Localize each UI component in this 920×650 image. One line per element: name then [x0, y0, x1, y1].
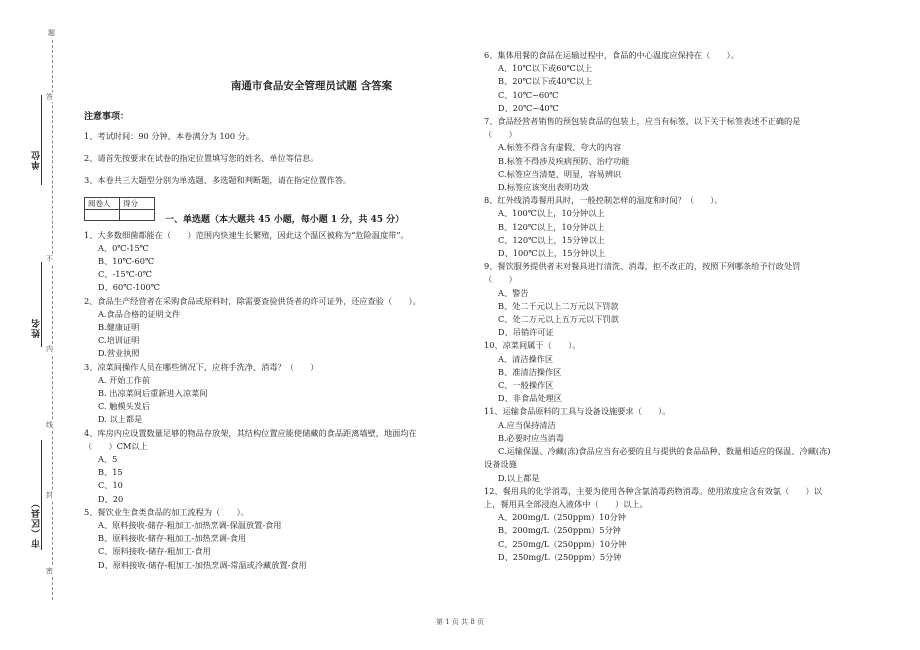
answer-option[interactable]: A.应当保持清洁 [498, 419, 556, 430]
answer-option[interactable]: D、60℃-100℃ [98, 282, 160, 293]
question-stem: 8、红外线消毒餐用具时，一般控制怎样的温度和时间？（ ）。 [484, 195, 723, 206]
question-stem: 3、凉菜间操作人员在哪些情况下，应将手洗净、消毒？（ ） [84, 361, 319, 372]
school-label: 单位 [32, 150, 42, 170]
notice-item: 2、请首先按要求在试卷的指定位置填写您的姓名、单位等信息。 [84, 153, 319, 164]
answer-option[interactable]: D.营业执照 [98, 348, 140, 359]
question-stem: 6、集体用餐的食品在运输过程中，食品的中心温度应保持在（ ）。 [484, 50, 739, 60]
answer-option[interactable]: A、原料接收-储存-粗加工-加热烹调-保温放置-食用 [98, 520, 282, 531]
answer-option[interactable]: A. 开始工作前 [98, 374, 151, 385]
question-stem: 10、凉菜间属于（ ）。 [484, 340, 581, 351]
answer-option[interactable]: D、非食品处理区 [498, 393, 562, 404]
answer-option[interactable]: B、20℃以下或40℃以上 [498, 76, 593, 87]
question-block [84, 295, 479, 361]
answer-option[interactable]: D、100℃以上，15分钟以上 [498, 248, 606, 259]
question-list-left [84, 229, 479, 572]
grader-cell[interactable] [85, 209, 120, 220]
question-block [484, 405, 884, 484]
answer-option[interactable]: B.必要时应当消毒 [498, 432, 564, 443]
answer-option[interactable]: A、5 [98, 454, 118, 465]
answer-option[interactable]: C、一般操作区 [498, 380, 554, 391]
school-underline [41, 95, 42, 185]
section-title: 一、单选题（本大题共 45 小题，每小题 1 分，共 45 分） [165, 214, 405, 225]
section-header [84, 197, 479, 225]
district-label: 市（区县） [32, 498, 42, 548]
answer-option[interactable]: A、清洁操作区 [498, 353, 554, 364]
answer-option[interactable]: B、200mg/L（250ppm）5分钟 [498, 525, 621, 536]
answer-option[interactable]: B、10℃-60℃ [98, 256, 155, 267]
answer-option-continuation: 设备设施 [484, 459, 517, 470]
page-footer: 第 1 页 共 8 页 [435, 618, 485, 626]
margin-mark-feng: 封 [46, 491, 53, 499]
notice-item: 3、本卷共三大题型分别为单选题、多选题和判断题，请在指定位置作答。 [84, 175, 352, 186]
score-header: 得分 [120, 197, 155, 209]
question-stem: 9、餐饮服务提供者未对餐具进行清洗、消毒，拒不改正的，按照下列哪条给予行政处罚 [484, 261, 801, 272]
answer-option[interactable]: C.运输保温、冷藏(冻)食品应当有必要的且与提供的食品品种、数量相适应的保温、冷藏(冻) [498, 446, 831, 457]
answer-option[interactable]: A、0℃-15℃ [98, 242, 149, 253]
notice-item: 1、考试时间：90 分钟，本卷满分为 100 分。 [84, 131, 255, 141]
answer-option[interactable]: A、警告 [498, 287, 529, 298]
answer-option[interactable]: C、120℃以上，15分钟以上 [498, 234, 605, 245]
question-stem: 5、餐饮业生食类食品的加工流程为（ ）。 [84, 506, 249, 517]
margin-mark-ti: 题 [48, 29, 55, 37]
answer-option[interactable]: A、100℃以上，10分钟以上 [498, 208, 605, 219]
answer-option[interactable]: C、-15℃-0℃ [98, 269, 152, 280]
question-stem: 7、食品经营者销售的预包装食品的包装上，应当有标签，以下关于标签表述不正确的是 [484, 116, 801, 127]
left-column [84, 75, 479, 572]
answer-option[interactable]: A.食品合格的证明文件 [98, 308, 181, 319]
answer-option[interactable]: D、20℃~40℃ [498, 102, 559, 113]
answer-option[interactable]: A.标签不得含有虚假、夸大的内容 [498, 142, 622, 153]
answer-option[interactable]: D、原料接收-储存-粗加工-加热烹调-常温或冷藏放置-食用 [98, 559, 307, 570]
answer-option[interactable]: B.标签不得涉及疾病预防、治疗功能 [498, 155, 630, 166]
margin-mark-da: 答 [46, 93, 53, 101]
question-block [484, 260, 884, 339]
question-stem: 12、餐用具的化学消毒，主要为使用各种含氯消毒药物消毒。使用浓度应含有效氯（ ）以 [484, 485, 822, 496]
answer-option[interactable]: A、10℃以下或60℃以上 [498, 63, 593, 74]
answer-option[interactable]: B、原料接收-储存-粗加工-加热烹调-食用 [98, 533, 247, 544]
answer-option[interactable]: D.标签应该突出表明功效 [498, 182, 589, 193]
answer-option[interactable]: C. 触模头发后 [98, 401, 151, 412]
answer-option[interactable]: C.培训证明 [98, 335, 140, 346]
answer-option[interactable]: B、处二千元以上二万元以下罚款 [498, 300, 619, 311]
answer-option[interactable]: B.健康证明 [98, 322, 140, 333]
answer-option[interactable]: B. 出凉菜间后重新进入凉菜间 [98, 388, 208, 399]
right-column [484, 49, 884, 564]
cut-line [52, 40, 53, 600]
binding-margin [0, 0, 70, 650]
score-cell[interactable] [120, 209, 155, 220]
margin-mark-bu: 不 [46, 255, 53, 263]
question-block [484, 194, 884, 260]
answer-option[interactable]: B、15 [98, 467, 123, 478]
question-block [484, 339, 884, 405]
question-block [484, 485, 884, 564]
margin-mark-xian: 线 [46, 421, 53, 429]
question-list-right [484, 49, 884, 564]
question-stem: 上，餐用具全部浸泡入液体中（ ）以上。 [484, 498, 648, 509]
name-label: 姓名 [32, 318, 42, 338]
answer-option[interactable]: D、250mg/L（250ppm）5分钟 [498, 551, 622, 562]
answer-option[interactable]: C、250mg/L（250ppm）10分钟 [498, 538, 627, 549]
question-stem: 2、食品生产经营者在采购食品或原料时，除需要查验供货者的许可证外，还应查验（ ）。 [84, 295, 421, 306]
answer-option[interactable]: D.以上都是 [498, 472, 540, 483]
answer-option[interactable]: C、10 [98, 480, 123, 491]
question-stem: （ ） [484, 274, 517, 285]
question-block [484, 49, 884, 115]
question-stem: 11、运输食品原料的工具与设备设施要求（ ）。 [484, 406, 671, 417]
question-stem: （ ） [484, 129, 517, 140]
question-block [84, 427, 479, 506]
answer-option[interactable]: C.标签应当清楚、明显，容易辨识 [498, 168, 622, 179]
answer-option[interactable]: D、20 [98, 493, 124, 504]
question-stem: 4、库房内应设置数量足够的物品存放架，其结构位置应能使储藏的食品距离墙壁，地面均在 [84, 427, 417, 438]
score-table [84, 197, 155, 221]
answer-option[interactable]: C、处二万元以上五万元以下罚款 [498, 314, 619, 325]
margin-mark-mi: 密 [46, 567, 53, 575]
question-stem: 1、大多数细菌都能在（ ）范围内快速生长繁殖，因此这个温区被称为“危险温度带”。 [84, 229, 409, 240]
answer-option[interactable]: A、200mg/L（250ppm）10分钟 [498, 512, 626, 523]
question-block [484, 115, 884, 194]
grader-header: 阅卷人 [85, 197, 120, 209]
answer-option[interactable]: B、准清洁操作区 [498, 366, 562, 377]
answer-option[interactable]: D. 以上都是 [98, 414, 143, 425]
question-stem: （ ）CM以上 [84, 440, 148, 451]
question-block [84, 229, 479, 295]
notice-heading: 注意事项： [84, 112, 130, 122]
answer-option[interactable]: C、原料接收-储存-粗加工-食用 [98, 546, 211, 557]
answer-option[interactable]: B、120℃以上，10分钟以上 [498, 221, 605, 232]
answer-option[interactable]: C、10℃~60℃ [498, 89, 559, 100]
page-title: 南通市食品安全管理员试题 含答案 [230, 80, 393, 92]
margin-mark-nei: 内 [46, 345, 53, 353]
answer-option[interactable]: D、吊销许可证 [498, 327, 554, 338]
question-block [84, 361, 479, 427]
question-block [84, 506, 479, 572]
